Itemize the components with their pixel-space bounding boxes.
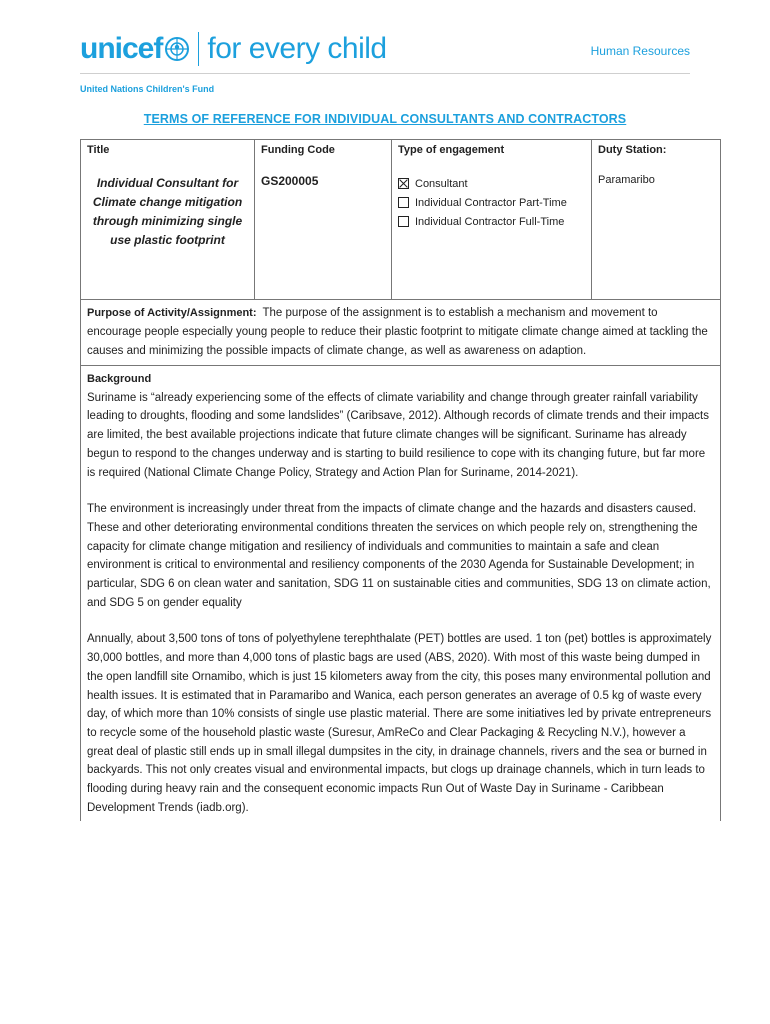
logo-divider [198,32,199,66]
funding-code-cell [255,140,392,300]
logo-wordmark: unicef [80,32,163,65]
checkbox-empty-icon[interactable] [398,197,409,208]
engagement-option-consultant[interactable] [398,174,585,193]
document-title: TERMS OF REFERENCE FOR INDIVIDUAL CONSULTANTS AND CONTRACTORS [143,112,627,126]
duty-station-cell [592,140,721,300]
title-cell [81,140,255,300]
terms-table [80,139,721,821]
purpose-text: The purpose of the assignment is to establish a mechanism and movement to encourage people especially young people to reduce their plastic footprint to mitigate climate change aimed at tackling the causes and minimizing the possible impacts of climate change, as well as awareness on adaption. [87,307,708,357]
assignment-title: Individual Consultant for Climate change mitigation through minimizing single use plastic footprint [92,176,243,247]
purpose-label: Purpose of Activity/Assignment: [87,307,257,319]
purpose-row [81,300,721,366]
logo-tagline: for every child [207,32,387,65]
header-row [81,140,721,300]
background-heading: Background [87,373,152,385]
globe-emblem-icon [164,36,190,62]
funding-code-header: Funding Code [261,144,335,156]
duty-station-header: Duty Station: [598,144,667,156]
header-divider [80,73,690,74]
funding-code-value: GS200005 [261,174,319,188]
engagement-option-full-time[interactable] [398,212,585,231]
division-label: Human Resources [590,44,690,58]
organization-name: United Nations Children's Fund [80,84,215,94]
purpose-cell [81,300,721,366]
checkbox-empty-icon[interactable] [398,216,409,227]
duty-station-value: Paramaribo [598,174,655,186]
engagement-cell [392,140,592,300]
background-paragraph: Annually, about 3,500 tons of tons of polyethylene terephthalate (PET) bottles are used. 1 ton (pet) bottles is approximately 30,000 bottles, and more than 4,000 tons of plastic bags are used (ABS, 2020). With most of this waste being dumped in the open landfill site Ornamibo, which is just 15 kilometers away from the city, this poses many environmental pollution and health issues. It is estimated that in Paramaribo and Wanica, each person generates an average of 0.5 kg of waste every day, of which more than 10% consists of single use plastic material. There are some initiatives led by private entrepreneurs to recycle some of the household plastic waste (Suresur, AmReCo and Clear Packaging & Recycling N.V.), however a great deal of plastic still ends up in small illegal dumpsites in the city, in drainage channels, rivers and the sea or burned in backyards. This not only creates visual and environmental impacts, but clogs up drainage channels, which in turn leads to flooding during heavy rain and the consequent economic impacts Run Out of Waste Day in Suriname - Caribbean Development Trends (iadb.org). [87,633,712,814]
option-label: Individual Contractor Full-Time [415,215,565,228]
background-cell [81,366,721,822]
page-header [80,28,690,74]
option-label: Consultant [415,177,468,190]
option-label: Individual Contractor Part-Time [415,196,567,209]
title-column-header: Title [87,144,110,156]
background-row [81,366,721,822]
checkbox-checked-icon[interactable] [398,178,409,189]
background-paragraph: Suriname is “already experiencing some of the effects of climate variability and change through greater rainfall variability leading to droughts, flooding and some landslides” (Caribsave, 2012). Although records of climate trends and their impacts are limited, the best available projections indicate that future climate changes will be significant. Suriname has already begun to respond to the changes underway and is starting to build resilience to cope with its changing future, but far more is required (National Climate Change Policy, Strategy and Action Plan for Suriname, 2014-2021). [87,391,709,479]
background-paragraph: The environment is increasingly under threat from the impacts of climate change and the hazards and disasters caused. These and other deteriorating environmental conditions threaten the services on which people rely on, strengthening the capacity for climate change mitigation and resiliency of individuals and communities to maintain a safe and clean environment is critical to environmental and resiliency components of the 2030 Agenda for Sustainable Development; in particular, SDG 6 on clean water and sanitation, SDG 11 on sustainable cities and communities, SDG 13 on climate action, and SDG 5 on gender equality [87,503,711,609]
engagement-header: Type of engagement [398,144,505,156]
unicef-logo [80,32,387,66]
engagement-option-part-time[interactable] [398,193,585,212]
